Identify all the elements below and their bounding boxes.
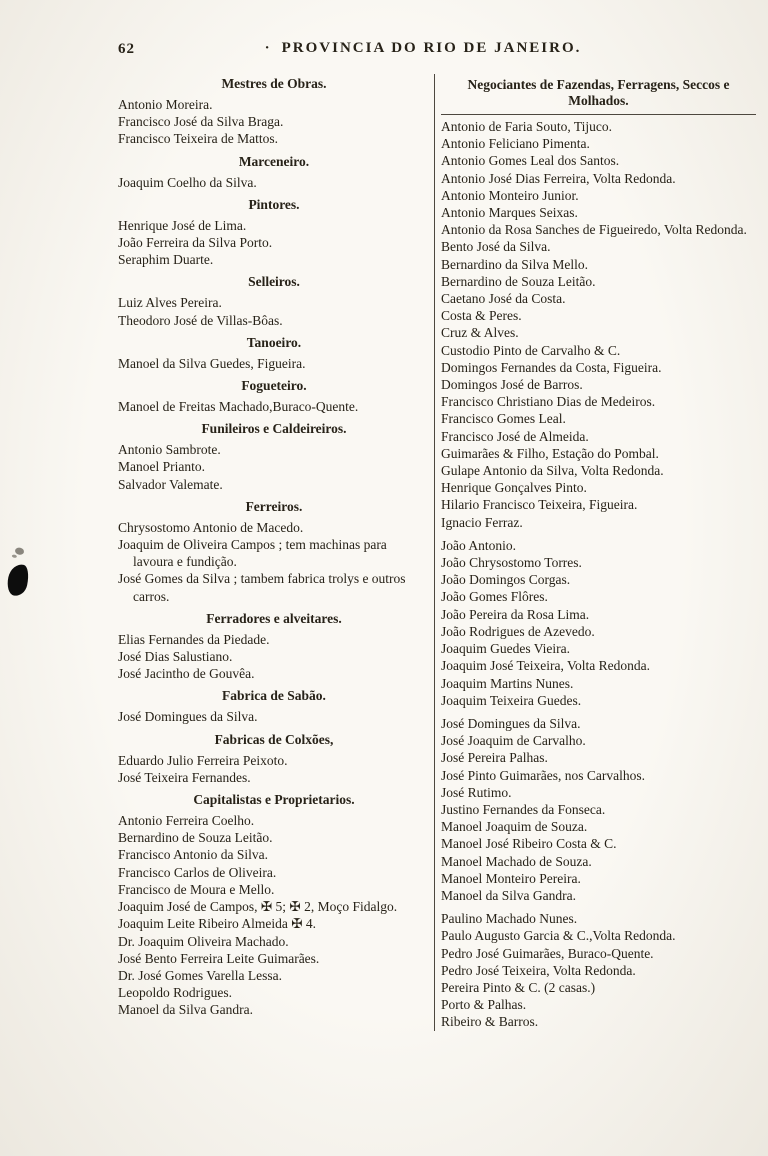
directory-entry: Pedro José Teixeira, Volta Redonda.	[441, 962, 636, 978]
directory-entry: Domingos José de Barros.	[441, 377, 583, 393]
directory-entry: Manoel Machado de Souza.	[441, 853, 592, 869]
section-heading: Tanoeiro.	[246, 334, 302, 350]
directory-entry: Antonio Sambrote.	[118, 442, 221, 458]
directory-entry: Antonio Ferreira Coelho.	[118, 813, 255, 829]
entry-group	[118, 294, 430, 328]
entry-group	[118, 355, 430, 372]
section-heading: Negociantes de Fazendas, Ferragens, Seccos e Molhados.	[441, 76, 756, 115]
directory-entry: Antonio Marques Seixas.	[441, 205, 578, 221]
directory-entry: Elias Fernandes da Piedade.	[118, 631, 270, 647]
directory-entry: Francisco José da Silva Braga.	[118, 114, 284, 130]
directory-entry: João Rodrigues de Azevedo.	[441, 623, 595, 639]
section-heading: Marceneiro.	[238, 153, 310, 169]
directory-section	[118, 499, 430, 605]
directory-entry: José Bento Ferreira Leite Guimarães.	[118, 950, 320, 966]
directory-entry: Joaquim Coelho da Silva.	[118, 174, 257, 190]
section-heading: Fabricas de Colxões,	[214, 731, 334, 747]
entry-group	[118, 441, 430, 493]
page-number: 62	[118, 41, 135, 57]
directory-section	[118, 792, 430, 1018]
directory-entry: Ignacio Ferraz.	[441, 514, 523, 530]
directory-entry: Henrique Gonçalves Pinto.	[441, 480, 587, 496]
section-heading: Fabrica de Sabão.	[222, 688, 326, 704]
directory-entry: José Domingues da Silva.	[118, 709, 258, 725]
directory-entry: Paulo Augusto Garcia & C.,Volta Redonda.	[441, 928, 676, 944]
directory-entry: Manoel Prianto.	[118, 459, 205, 475]
directory-section	[118, 154, 430, 191]
directory-entry: José Jacintho de Gouvêa.	[118, 666, 255, 682]
directory-entry: João Domingos Corgas.	[441, 572, 571, 588]
directory-entry: João Gomes Flôres.	[441, 589, 548, 605]
directory-entry: Bernardino de Souza Leitão.	[118, 830, 273, 846]
directory-entry: Francisco de Moura e Mello.	[118, 881, 275, 897]
directory-entry: Custodio Pinto de Carvalho & C.	[441, 342, 621, 358]
entry-group	[441, 910, 756, 1030]
directory-entry: Hilario Francisco Teixeira, Figueira.	[441, 497, 638, 513]
directory-entry: Costa & Peres.	[441, 308, 522, 324]
directory-entry: Francisco Christiano Dias de Medeiros.	[441, 394, 656, 410]
section-heading: Pintores.	[248, 196, 300, 212]
directory-entry: Manoel José Ribeiro Costa & C.	[441, 836, 617, 852]
entry-group	[118, 708, 430, 725]
directory-entry: Paulino Machado Nunes.	[441, 911, 578, 927]
page-header	[118, 40, 758, 62]
directory-entry: Antonio Monteiro Junior.	[441, 187, 579, 203]
entry-group	[118, 519, 430, 605]
directory-entry: José Pinto Guimarães, nos Carvalhos.	[441, 767, 645, 783]
directory-entry: Joaquim Guedes Vieira.	[441, 641, 571, 657]
page-title-text: PROVINCIA DO RIO DE JANEIRO.	[281, 40, 582, 56]
section-heading: Ferreiros.	[245, 498, 303, 514]
section-heading: Funileiros e Caldeireiros.	[201, 421, 347, 437]
directory-section	[118, 732, 430, 786]
directory-entry: Bernardino de Souza Leitão.	[441, 273, 596, 289]
directory-entry: Bernardino da Silva Mello.	[441, 256, 588, 272]
directory-entry: Manoel Monteiro Pereira.	[441, 870, 581, 886]
directory-entry: João Chrysostomo Torres.	[441, 555, 582, 571]
right-column	[435, 74, 756, 1031]
page-title	[148, 40, 698, 57]
directory-entry: Eduardo Julio Ferreira Peixoto.	[118, 752, 288, 768]
directory-entry: Antonio José Dias Ferreira, Volta Redonda.	[441, 170, 676, 186]
ink-blot	[5, 562, 31, 597]
directory-entry: Seraphim Duarte.	[118, 252, 214, 268]
directory-entry: João Pereira da Rosa Lima.	[441, 606, 590, 622]
directory-entry: Gulape Antonio da Silva, Volta Redonda.	[441, 463, 664, 479]
directory-entry: Porto & Palhas.	[441, 997, 527, 1013]
directory-entry: José Gomes da Silva ; tambem fabrica trolys e outros carros.	[118, 571, 406, 604]
entry-group	[118, 631, 430, 683]
directory-entry: João Antonio.	[441, 537, 517, 553]
directory-section	[118, 611, 430, 683]
entry-group	[441, 537, 756, 709]
directory-entry: João Ferreira da Silva Porto.	[118, 235, 273, 251]
directory-entry: Francisco José de Almeida.	[441, 428, 589, 444]
directory-section	[118, 335, 430, 372]
directory-entry: Antonio Gomes Leal dos Santos.	[441, 153, 620, 169]
directory-section	[118, 688, 430, 725]
directory-entry: Cruz & Alves.	[441, 325, 519, 341]
entry-group	[441, 118, 756, 531]
directory-entry: Joaquim José de Campos, ✠ 5; ✠ 2, Moço Fidalgo.	[118, 899, 398, 915]
directory-entry: Joaquim Teixeira Guedes.	[441, 692, 582, 708]
directory-entry: Manoel Joaquim de Souza.	[441, 819, 588, 835]
directory-entry: Chrysostomo Antonio de Macedo.	[118, 519, 304, 535]
section-heading: Fogueteiro.	[241, 378, 307, 394]
entry-group	[118, 398, 430, 415]
directory-entry: Domingos Fernandes da Costa, Figueira.	[441, 359, 662, 375]
section-heading: Ferradores e alveitares.	[206, 610, 342, 626]
directory-entry: Luiz Alves Pereira.	[118, 295, 222, 311]
directory-section	[118, 197, 430, 269]
directory-entry: Joaquim Leite Ribeiro Almeida ✠ 4.	[118, 916, 317, 932]
directory-entry: Guimarães & Filho, Estação do Pombal.	[441, 445, 659, 461]
directory-entry: Salvador Valemate.	[118, 476, 223, 492]
directory-entry: Manoel da Silva Gandra.	[441, 887, 576, 903]
directory-entry: Pereira Pinto & C. (2 casas.)	[441, 979, 596, 995]
directory-entry: José Teixeira Fernandes.	[118, 769, 251, 785]
directory-section	[118, 76, 430, 148]
section-heading: Selleiros.	[248, 274, 300, 290]
directory-entry: Antonio Moreira.	[118, 97, 213, 112]
directory-entry: Henrique José de Lima.	[118, 217, 247, 233]
directory-entry: Theodoro José de Villas-Bôas.	[118, 312, 283, 328]
entry-group	[118, 174, 430, 191]
directory-section	[118, 421, 430, 493]
directory-entry: Joaquim de Oliveira Campos ; tem machinas para lavoura e fundição.	[118, 537, 387, 570]
directory-entry: Joaquim José Teixeira, Volta Redonda.	[441, 658, 651, 674]
title-separator-dot: ·	[264, 40, 272, 56]
left-column	[118, 74, 434, 1031]
directory-entry: José Domingues da Silva.	[441, 715, 581, 731]
directory-entry: Antonio Feliciano Pimenta.	[441, 136, 590, 152]
directory-entry: Pedro José Guimarães, Buraco-Quente.	[441, 945, 654, 961]
directory-entry: Justino Fernandes da Fonseca.	[441, 801, 606, 817]
section-heading: Capitalistas e Proprietarios.	[193, 792, 355, 808]
directory-entry: Francisco Gomes Leal.	[441, 411, 566, 427]
directory-entry: Francisco Antonio da Silva.	[118, 847, 268, 863]
directory-entry: José Rutimo.	[441, 784, 512, 800]
directory-entry: José Joaquim de Carvalho.	[441, 733, 586, 749]
directory-entry: Caetano José da Costa.	[441, 291, 566, 307]
directory-entry: Antonio de Faria Souto, Tijuco.	[441, 119, 613, 134]
directory-entry: Dr. José Gomes Varella Lessa.	[118, 967, 282, 983]
entry-group	[118, 812, 430, 1018]
directory-entry: Ribeiro & Barros.	[441, 1014, 539, 1030]
directory-entry: Francisco Teixeira de Mattos.	[118, 131, 279, 147]
directory-entry: Antonio da Rosa Sanches de Figueiredo, Volta Redonda.	[441, 222, 747, 238]
directory-section	[118, 274, 430, 328]
section-heading: Mestres de Obras.	[221, 76, 327, 91]
directory-section	[118, 378, 430, 415]
directory-entry: Joaquim Martins Nunes.	[441, 675, 574, 691]
entry-group	[118, 752, 430, 786]
directory-entry: Leopoldo Rodrigues.	[118, 985, 232, 1001]
directory-entry: Manoel da Silva Guedes, Figueira.	[118, 355, 306, 371]
directory-entry: Manoel da Silva Gandra.	[118, 1002, 253, 1018]
directory-entry: Manoel de Freitas Machado,Buraco-Quente.	[118, 399, 359, 415]
entry-group	[118, 96, 430, 148]
directory-entry: Dr. Joaquim Oliveira Machado.	[118, 933, 289, 949]
directory-entry: José Dias Salustiano.	[118, 649, 233, 665]
directory-columns	[118, 74, 756, 1031]
entry-group	[441, 715, 756, 904]
directory-section	[441, 76, 756, 1031]
directory-entry: Francisco Carlos de Oliveira.	[118, 864, 277, 880]
directory-entry: José Pereira Palhas.	[441, 750, 548, 766]
entry-group	[118, 217, 430, 269]
directory-entry: Bento José da Silva.	[441, 239, 551, 255]
